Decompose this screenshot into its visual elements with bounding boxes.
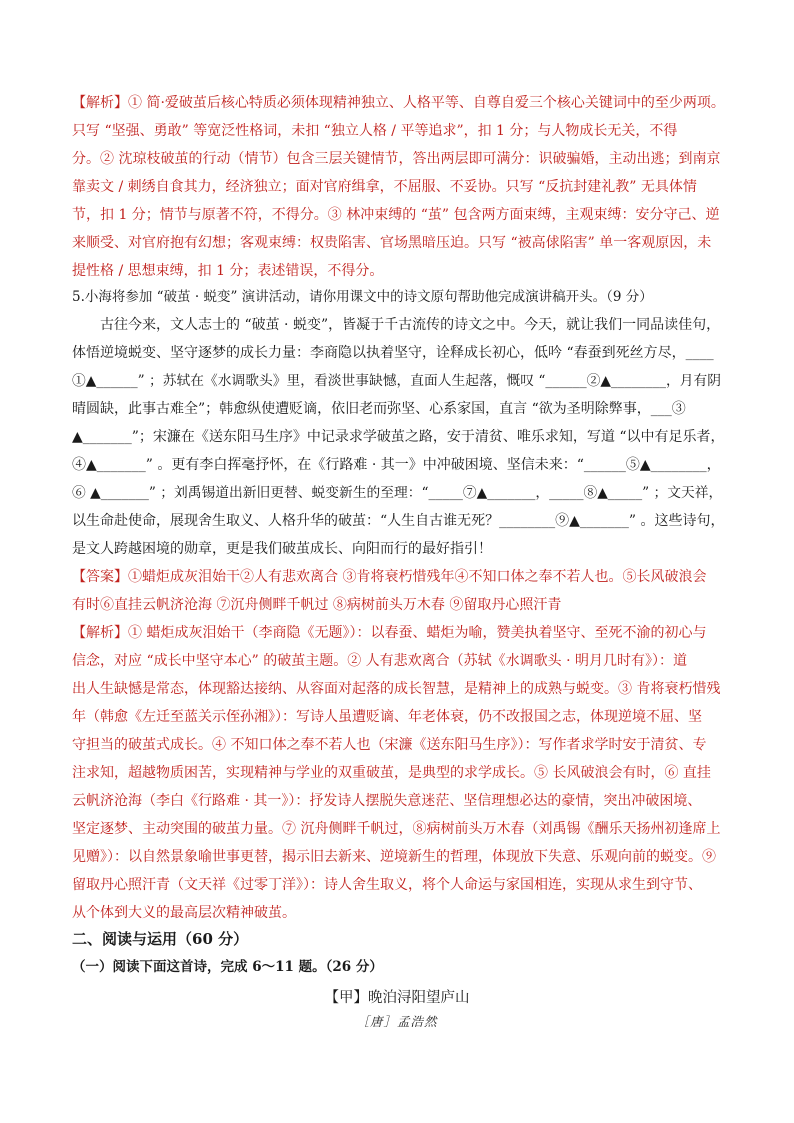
analysis-1-line-6: 来顺受、对官府抱有幻想；客观束缚：权贵陷害、官场黑暗压迫。只写 “被高俅陷害” 单一客观原因，未 [72, 235, 712, 251]
q5-line-9: 是文人跨越困境的勋章，更是我们破茧成长、向阳而行的最好指引！ [72, 541, 492, 557]
q5-line-7: ⑥ ▲_______” ；刘禹锡道出新旧更替、蜕变新生的至理：“_____⑦▲_______，_____⑧▲_____” ；文天祥， [72, 485, 723, 501]
analysis-tag: 【解析】 [72, 625, 128, 641]
analysis-2-line-7: 云帆济沧海（李白《行路难 · 其一》）：抒发诗人摆脱失意迷茫、坚信理想必达的豪情，突出冲破困境、 [72, 793, 702, 809]
q5-line-5: ▲_______”；宋濂在《送东阳马生序》中记录求学破茧之路，安于清贫、唯乐求知，写道 “以中有足乐者， [72, 429, 725, 445]
analysis-2-line-11: 从个体到大义的最高层次精神破茧。 [72, 905, 296, 921]
poem-author: ［唐］孟浩然 [356, 1014, 438, 1029]
analysis-2-line-2: 信念，对应 “成长中坚守本心” 的破茧主题。② 人有悲欢离合（苏轼《水调歌头 · 明月几时有》）：道 [72, 653, 688, 669]
analysis-1-line-1: 【解析】① 简·爱破茧后核心特质必须体现精神独立、人格平等、自尊自爱三个核心关键词中的至少两项。 [72, 95, 725, 111]
analysis-1-line-4: 靠卖文 / 刺绣自食其力，经济独立；面对官府缉拿，不屈服、不妥协。只写 “反抗封建礼教” 无具体情 [72, 179, 697, 195]
analysis-2-line-5: 守担当的破茧式成长。④ 不知口体之奉不若人也（宋濂《送东阳马生序》）：写作者求学时安于清贫、专 [72, 737, 707, 753]
analysis-2-line-6: 注求知，超越物质困苦，实现精神与学业的双重破茧，是典型的求学成长。⑤ 长风破浪会有时，⑥ 直挂 [72, 765, 711, 781]
q5-line-1: 古往今来，文人志士的 “破茧 · 蜕变”，皆凝于千古流传的诗文之中。今天，就让我们一同品读佳句， [100, 317, 721, 333]
question-5-prompt: 5.小海将参加 “破茧 · 蜕变” 演讲活动，请你用课文中的诗文原句帮助他完成演讲稿开头。（9 分） [72, 289, 653, 305]
analysis-1-line-7: 提性格 / 思想束缚，扣 1 分；表述错误，不得分。 [72, 263, 384, 279]
analysis-1-line-3: 分。② 沈琼枝破茧的行动（情节）包含三层关键情节，答出两层即可满分：识破骗婚，主动出逃；到南京 [72, 151, 721, 167]
q5-line-4: 晴圆缺，此事古难全”；韩愈纵使遭贬谪，依旧老而弥坚、心系家国，直言 “欲为圣明除弊事，___③ [72, 401, 686, 417]
q5-line-6: ④▲_______” 。更有李白挥毫抒怀，在《行路难 · 其一》中冲破困境、坚信未来：“______⑤▲________， [72, 457, 721, 473]
answer-line-2: 有时⑥直挂云帆济沧海 ⑦沉舟侧畔千帆过 ⑧病树前头万木春 ⑨留取丹心照汗青 [72, 597, 562, 613]
analysis-2-line-4: 年（韩愈《左迁至蓝关示侄孙湘》）：写诗人虽遭贬谪、年老体衰，仍不改报国之志，体现逆境不屈、坚 [72, 709, 702, 725]
q5-line-3: ①▲______” ；苏轼在《水调歌头》里，看淡世事缺憾，直面人生起落，慨叹 “______②▲________，月有阴 [72, 373, 721, 389]
answer-tag: 【答案】 [72, 569, 128, 585]
analysis-1-line-5: 节，扣 1 分；情节与原著不符，不得分。③ 林冲束缚的 “茧” 包含两方面束缚，主观束缚：安分守己、逆 [72, 207, 720, 223]
analysis-tag: 【解析】 [72, 95, 128, 111]
analysis-2-line-1: 【解析】① 蜡炬成灰泪始干（李商隐《无题》）：以春蚕、蜡炬为喻，赞美执着坚守、至死不渝的初心与 [72, 625, 707, 641]
analysis-2-line-8: 坚定逐梦、主动突围的破茧力量。⑦ 沉舟侧畔千帆过，⑧病树前头万木春（刘禹锡《酬乐天扬州初逢席上 [72, 821, 721, 837]
q5-line-8: 以生命赴使命，展现舍生取义、人格升华的破茧：“人生自古谁无死？________⑨▲_______” 。这些诗句， [72, 513, 725, 529]
section-2-title: 二、阅读与运用（60 分） [72, 930, 249, 948]
analysis-1-line-2: 只写 “坚强、勇敢” 等宽泛性格词，未扣 “独立人格 / 平等追求”，扣 1 分；与人物成长无关，不得 [72, 123, 678, 139]
section-2-part-1: （一）阅读下面这首诗，完成 6～11 题。（26 分） [72, 959, 383, 975]
q5-line-2: 体悟逆境蜕变、坚守逐梦的成长力量：李商隐以执着坚守，诠释成长初心，低吟 “春蚕到死丝方尽，____ [72, 345, 714, 361]
answer-line-1: 【答案】①蜡炬成灰泪始干②人有悲欢离合 ③肯将衰朽惜残年④不知口体之奉不若人也。⑤长风破浪会 [72, 569, 707, 585]
poem-title: 【甲】晚泊浔阳望庐山 [324, 990, 470, 1006]
analysis-2-line-3: 出人生缺憾是常态，体现豁达接纳、从容面对起落的成长智慧，是精神上的成熟与蜕变。③ 肯将衰朽惜残 [72, 681, 721, 697]
analysis-2-line-9: 见赠》）：以自然景象喻世事更替，揭示旧去新来、逆境新生的哲理，体现放下失意、乐观向前的蜕变。⑨ [72, 849, 716, 865]
analysis-2-line-10: 留取丹心照汗青（文天祥《过零丁洋》）：诗人舍生取义，将个人命运与家国相连，实现从求生到守节、 [72, 877, 702, 893]
